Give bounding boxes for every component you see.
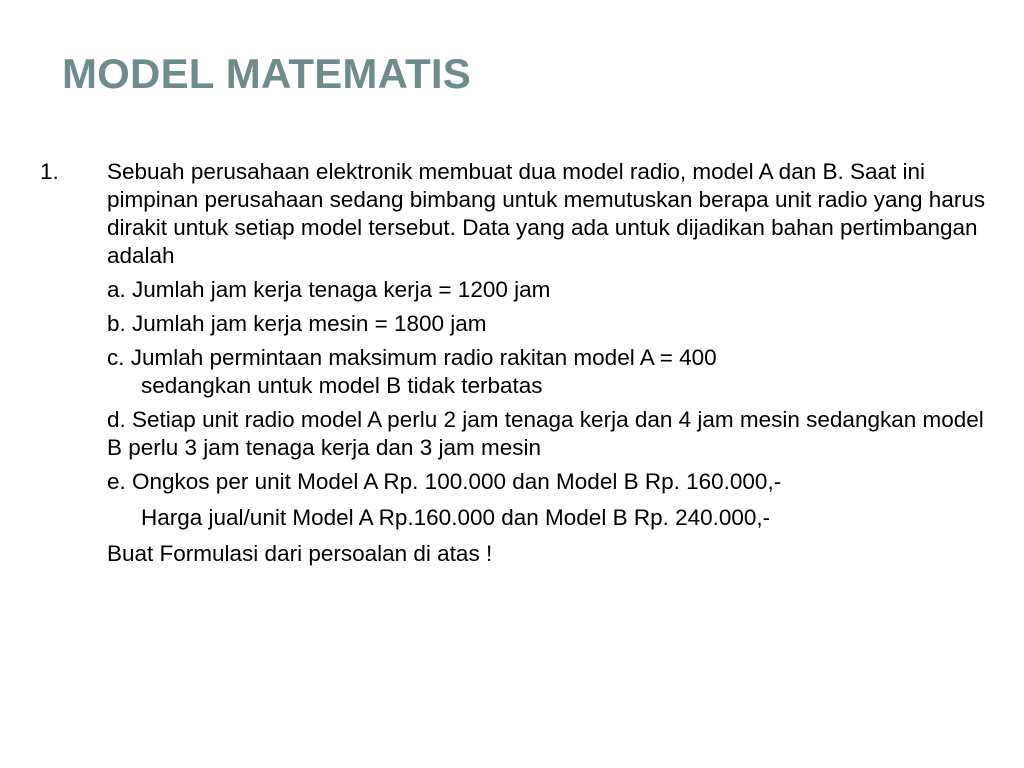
item-a: a. Jumlah jam kerja tenaga kerja = 1200 jam bbox=[107, 277, 551, 302]
problem-intro: Sebuah perusahaan elektronik membuat dua model radio, model A dan B. Saat ini pimpinan perusahaan sedang bimbang untuk memutuskan berapa unit radio yang harus dirakit untuk setiap model tersebut. Data yang ada untuk dijadikan bahan pertimbangan adalah bbox=[107, 159, 986, 268]
problem-body bbox=[107, 158, 997, 568]
list-number: 1. bbox=[40, 159, 59, 184]
slide-title: MODEL MATEMATIS bbox=[62, 50, 471, 97]
item-c-line2: sedangkan untuk model B tidak terbatas bbox=[141, 373, 543, 398]
item-c bbox=[107, 344, 997, 400]
item-e-line1: e. Ongkos per unit Model A Rp. 100.000 dan Model B Rp. 160.000,- bbox=[107, 469, 782, 494]
closing-instruction: Buat Formulasi dari persoalan di atas ! bbox=[107, 541, 493, 566]
item-e-line2: Harga jual/unit Model A Rp.160.000 dan Model B Rp. 240.000,- bbox=[141, 505, 771, 530]
item-b: b. Jumlah jam kerja mesin = 1800 jam bbox=[107, 311, 487, 336]
item-d: d. Setiap unit radio model A perlu 2 jam tenaga kerja dan 4 jam mesin sedangkan model B perlu 3 jam tenaga kerja dan 3 jam mesin bbox=[107, 407, 984, 460]
item-c-line1: c. Jumlah permintaan maksimum radio rakitan model A = 400 bbox=[107, 345, 717, 370]
